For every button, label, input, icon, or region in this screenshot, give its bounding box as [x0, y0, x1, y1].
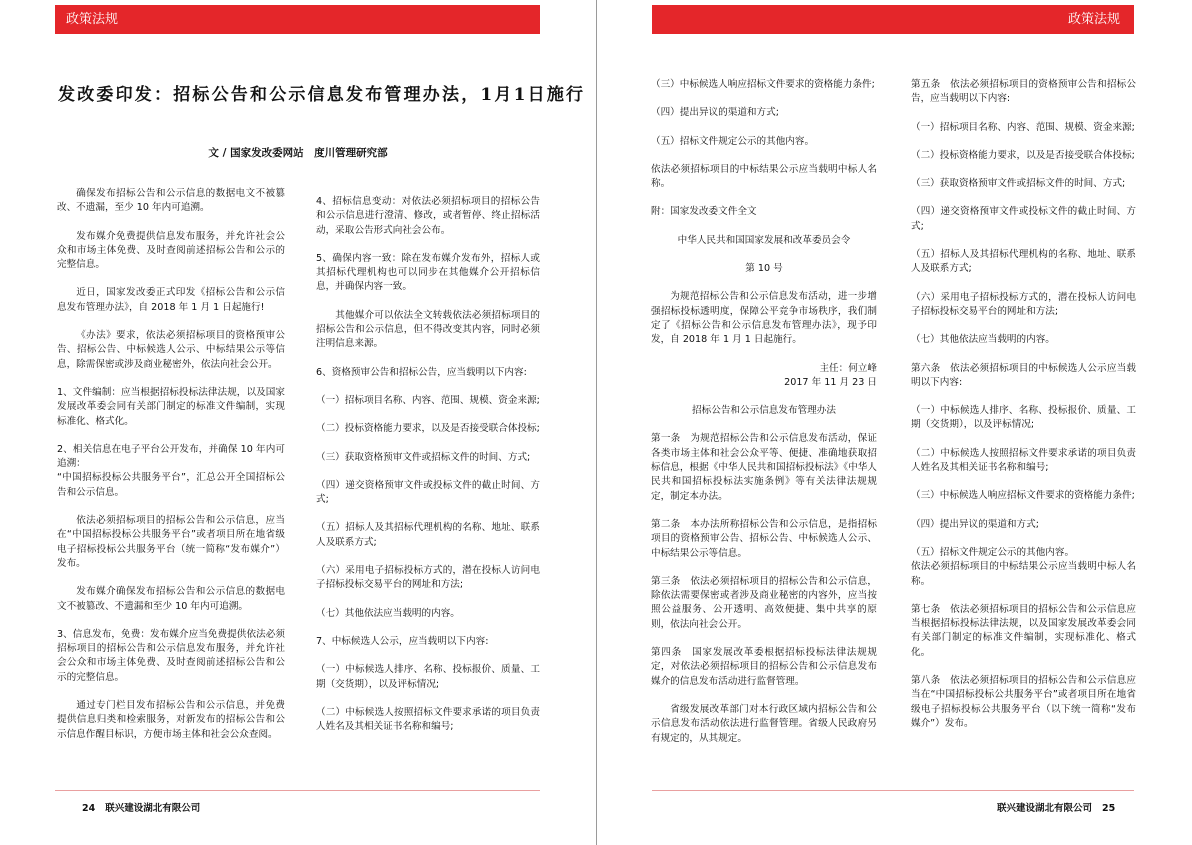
- list-item: （四）提出异议的渠道和方式;: [651, 107, 779, 119]
- right-page-column-1: [651, 78, 877, 760]
- footer-company: 联兴建设湖北有限公司: [997, 803, 1093, 814]
- paragraph: 7、中标候选人公示，应当载明以下内容:: [316, 635, 489, 647]
- article: 第二条 本办法所称招标公告和公示信息，是指招标项目的资格预审公告、招标公告、中标候选人公示、中标结果公示等信息。: [651, 518, 877, 559]
- section-label: 政策法规: [1067, 12, 1120, 27]
- list-item: （二）中标候选人按照招标文件要求承诺的项目负责人姓名及其相关证书名称和编号;: [911, 447, 1136, 474]
- paragraph: 5、确保内容一致：除在发布媒介发布外，招标人或其招标代理机构也可以同步在其他媒介公开招标信息，并确保内容一致。: [316, 252, 540, 293]
- page-footer: [82, 800, 210, 814]
- paragraph: 其他媒介可以依法全文转载依法必须招标项目的招标公告和公示信息，但不得改变其内容，同时必须注明信息来源。: [316, 309, 540, 350]
- list-item: （六）采用电子招标投标方式的，潜在投标人访问电子招标投标交易平台的网址和方法;: [316, 565, 540, 591]
- signatory: 主任：何立峰: [819, 362, 877, 374]
- list-item: （七）其他依法应当载明的内容。: [911, 334, 1055, 346]
- list-item: （三）中标候选人响应招标文件要求的资格能力条件;: [911, 490, 1135, 502]
- paragraph: 为规范招标公告和公示信息发布活动，进一步增强招标投标透明度，保障公平竞争市场秩序，我们制定了《招标公告和公示信息发布管理办法》，现予印发，自 2018 年 1 月 1 日起施行。: [651, 291, 877, 346]
- list-item: （三）获取资格预审文件或招标文件的时间、方式;: [316, 451, 531, 463]
- measures-title: 招标公告和公示信息发布管理办法: [692, 405, 836, 417]
- list-item: （四）递交资格预审文件或投标文件的截止时间、方式;: [316, 479, 540, 506]
- list-item: （一）招标项目名称、内容、范围、规模、资金来源;: [911, 121, 1135, 133]
- article: 第五条 依法必须招标项目的资格预审公告和招标公告，应当载明以下内容:: [911, 79, 1136, 105]
- page-footer: [987, 800, 1115, 814]
- article-byline: 文 / 国家发改委网站 度川管理研究部: [208, 147, 388, 159]
- paragraph: 4、招标信息变动：对依法必须招标项目的招标公告和公示信息进行澄清、修改，或者暂停、终止招标活动，采取公告形式向社会公布。: [316, 196, 540, 236]
- list-item: （七）其他依法应当载明的内容。: [316, 607, 460, 619]
- decree-number: 第 10 号: [745, 263, 783, 275]
- list-item: （五）招标人及其招标代理机构的名称、地址、联系人及联系方式;: [316, 522, 540, 548]
- footer-rule: [652, 790, 1134, 791]
- list-item: （一）招标项目名称、内容、范围、规模、资金来源;: [316, 394, 540, 406]
- list-item: （三）中标候选人响应招标文件要求的资格能力条件;: [651, 79, 875, 90]
- list-item: （六）采用电子招标投标方式的，潜在投标人访问电子招标投标交易平台的网址和方法;: [911, 291, 1136, 317]
- footer-company: 联兴建设湖北有限公司: [105, 803, 201, 814]
- paragraph: 3、信息发布，免费：发布媒介应当免费提供依法必须招标项目的招标公告和公示信息发布服务，并允许社会公众和市场主体免费、及时查阅前述招标公告和公示的完整信息。: [57, 628, 285, 683]
- decree-date: 2017 年 11 月 23 日: [784, 376, 877, 388]
- paragraph: 依法必须招标项目的中标结果公示应当载明中标人名称。: [911, 561, 1136, 587]
- page-number: 25: [1102, 803, 1116, 814]
- right-page: [597, 0, 1192, 845]
- paragraph: 发布媒介免费提供信息发布服务，并允许社会公众和市场主体免费、及时查阅前述招标公告和公示的完整信息。: [57, 230, 285, 271]
- page-number: 24: [82, 803, 96, 814]
- list-item: （二）中标候选人按照招标文件要求承诺的项目负责人姓名及其相关证书名称和编号;: [316, 706, 540, 733]
- article: 第四条 国家发展改革委根据招标投标法律法规规定，对依法必须招标项目的招标公告和公示信息发布媒介的信息发布活动进行监督管理。: [651, 647, 877, 687]
- paragraph: “中国招标投标公共服务平台”，汇总公开全国招标公告和公示信息。: [57, 472, 285, 498]
- section-header-bar: [652, 5, 1134, 34]
- paragraph: 依法必须招标项目的招标公告和公示信息，应当在“中国招标投标公共服务平台”或者项目所在地省级电子招标投标公共服务平台（统一简称“发布媒介”）发布。: [57, 515, 285, 569]
- list-item: （五）招标人及其招标代理机构的名称、地址、联系人及联系方式;: [911, 249, 1136, 275]
- paragraph: 确保发布招标公告和公示信息的数据电文不被篡改、不遗漏，至少 10 年内可追溯。: [57, 188, 285, 214]
- section-label: 政策法规: [66, 12, 119, 27]
- article: 第一条 为规范招标公告和公示信息发布活动，保证各类市场主体和社会公众平等、便捷、准确地获取招标信息，根据《中华人民共和国招标投标法》《中华人民共和国招标投标法实施条例》等有关法律法规规定，制定本办法。: [651, 433, 877, 502]
- article: 第七条 依法必须招标项目的招标公告和公示信息应当根据招标投标法律法规，以及国家发展改革委会同有关部门制定的标准文件编制，实现标准化、格式化。: [911, 603, 1136, 658]
- list-item: （二）投标资格能力要求，以及是否接受联合体投标;: [316, 423, 540, 435]
- paragraph: 2、相关信息在电子平台公开发布，并确保 10 年内可追溯：: [57, 443, 285, 470]
- list-item: （四）递交资格预审文件或投标文件的截止时间、方式;: [911, 206, 1136, 232]
- list-item: （二）投标资格能力要求，以及是否接受联合体投标;: [911, 149, 1135, 161]
- list-item: （三）获取资格预审文件或招标文件的时间、方式;: [911, 178, 1126, 190]
- paragraph: 近日，国家发改委正式印发《招标公告和公示信息发布管理办法》，自 2018 年 1 月 1 日起施行!: [57, 287, 285, 313]
- paragraph: 依法必须招标项目的中标结果公示应当载明中标人名称。: [651, 163, 877, 190]
- paragraph: 省级发展改革部门对本行政区域内招标公告和公示信息发布活动依法进行监督管理。省级人民政府另有规定的，从其规定。: [651, 703, 877, 744]
- list-item: （一）中标候选人排序、名称、投标报价、质量、工期（交货期），以及评标情况;: [316, 664, 540, 690]
- section-header-bar: [55, 5, 540, 34]
- paragraph: 发布媒介确保发布招标公告和公示信息的数据电文不被篡改、不遗漏和至少 10 年内可追溯。: [57, 586, 285, 612]
- list-item: （五）招标文件规定公示的其他内容。: [911, 546, 1075, 558]
- article: 第六条 依法必须招标项目的中标候选人公示应当载明以下内容:: [911, 362, 1136, 388]
- article: 第三条 依法必须招标项目的招标公告和公示信息，除依法需要保密或者涉及商业秘密的内容外，应当按照公益服务、公开透明、高效便捷、集中共享的原则，依法向社会公开。: [651, 575, 877, 630]
- paragraph: 《办法》要求，依法必须招标项目的资格预审公告、招标公告、中标候选人公示、中标结果公示等信息，除需保密或涉及商业秘密外，依法向社会公开。: [57, 330, 285, 370]
- left-page-column-1: [57, 187, 285, 756]
- paragraph: 通过专门栏目发布招标公告和公示信息，并免费提供信息归类和检索服务，对新发布的招标公告和公示信息作醒目标识，方便市场主体和社会公众查阅。: [57, 700, 285, 740]
- article: 第八条 依法必须招标项目的招标公告和公示信息应当在“中国招标投标公共服务平台”或者项目所在地省级电子招标投标公共服务平台（以下统一简称“发布媒介”）发布。: [911, 675, 1136, 729]
- right-page-column-2: [911, 78, 1136, 745]
- decree-issuer: 中华人民共和国国家发展和改革委员会令: [677, 234, 851, 246]
- list-item: （五）招标文件规定公示的其他内容。: [651, 135, 815, 147]
- left-page-column-2: [316, 195, 540, 748]
- paragraph: 附：国家发改委文件全文: [651, 206, 757, 218]
- footer-rule: [55, 790, 540, 791]
- list-item: （一）中标候选人排序、名称、投标报价、质量、工期（交货期），以及评标情况;: [911, 405, 1136, 431]
- paragraph: 6、资格预审公告和招标公告，应当载明以下内容:: [316, 366, 527, 378]
- paragraph: 1、文件编制：应当根据招标投标法律法规，以及国家发展改革委会同有关部门制定的标准文件编制，实现标准化、格式化。: [57, 386, 285, 427]
- article-title: 发改委印发：招标公告和公示信息发布管理办法，1月1日施行: [58, 85, 586, 105]
- list-item: （四）提出异议的渠道和方式;: [911, 518, 1039, 530]
